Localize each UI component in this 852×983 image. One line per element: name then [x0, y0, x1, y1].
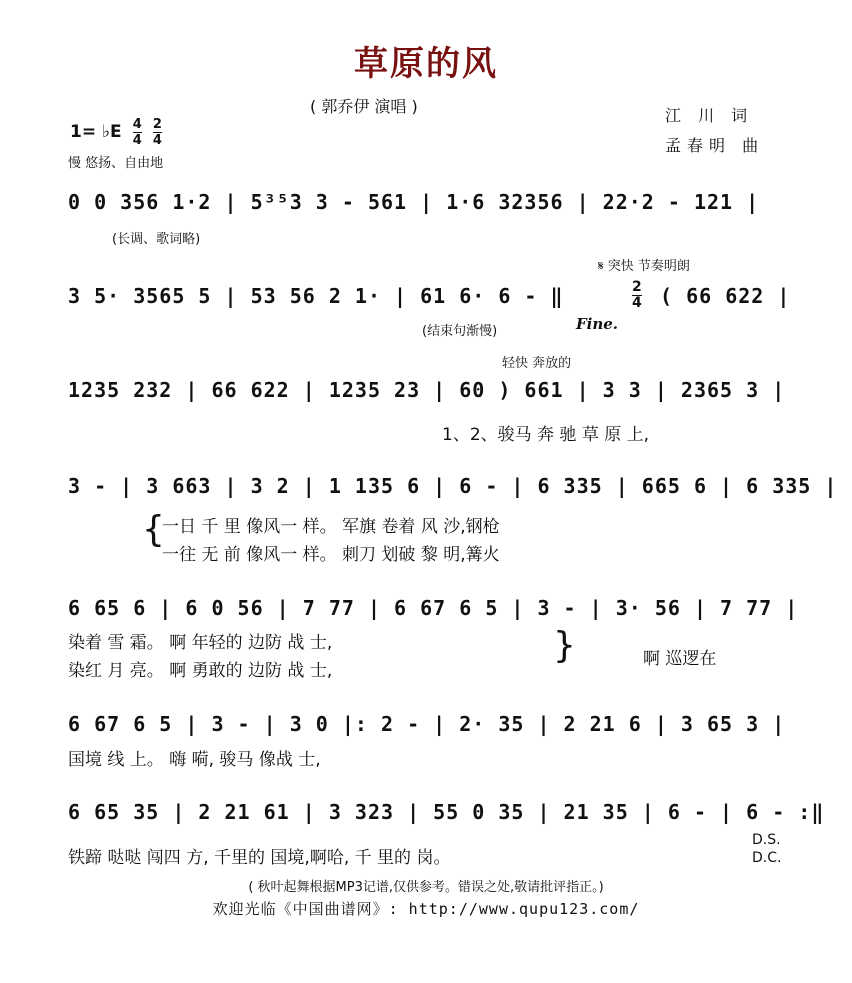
lyrics-row-4-verse-1: 一日 千 里 像风一 样。 军旗 卷着 风 沙,钢枪	[162, 517, 500, 537]
lyrics-row-4-verse-2: 一往 无 前 像风一 样。 刺刀 划破 黎 明,篝火	[162, 545, 500, 565]
performer-credit: ( 郭乔伊 演唱 )	[310, 97, 418, 116]
lyricist-credit: 江 川 词	[665, 106, 754, 125]
song-title: 草原的风	[354, 44, 498, 84]
ds-mark: D.S.	[752, 832, 781, 848]
dc-mark: D.C.	[752, 850, 782, 866]
notation-row-6: 6 67 6 5 | 3 - | 3 0 |: 2 - | 2· 35 | 2 21 6 | 3 65 3 |	[68, 712, 786, 736]
lyrics-row-3: 1、2、骏马 奔 驰 草 原 上,	[442, 425, 650, 445]
fine-mark: Fine.	[576, 315, 619, 333]
notation-row-1: 0 0 356 1·2 | 5³⁵3 3 - 561 | 1·6 32356 | 22·2 - 121 |	[68, 190, 760, 214]
transcription-note: ( 秋叶起舞根据MP3记谱,仅供参考。错误之处,敬请批评指正。)	[248, 880, 604, 895]
annotation-long-tune: (长调、歌词略)	[112, 232, 201, 247]
lyrics-row-6: 国境 线 上。 嗨 嗬, 骏马 像战 士,	[68, 750, 321, 770]
notation-row-2: 3 5· 3565 5 | 53 56 2 1· | 61 6· 6 - ‖	[68, 284, 564, 308]
segno-annotation: 𝄋 突快 节奏明朗	[598, 259, 690, 274]
lyrics-row-5-verse-1: 染着 雪 霜。 啊 年轻的 边防 战 士,	[68, 633, 333, 653]
composer-credit: 孟春明 曲	[665, 136, 765, 155]
tempo-marking: 慢 悠扬、自由地	[68, 156, 164, 171]
site-credit: 欢迎光临《中国曲谱网》: http://www.qupu123.com/	[212, 900, 640, 918]
notation-row-3: 1235 232 | 66 622 | 1235 23 | 60 ) 661 | 3 3 | 2365 3 |	[68, 378, 786, 402]
notation-row-2-intro: ( 66 622 |	[660, 284, 791, 308]
time-signature-2-4: $\frac{2}{4}$	[152, 117, 162, 148]
notation-row-4: 3 - | 3 663 | 3 2 | 1 135 6 | 6 - | 6 335 | 665 6 | 6 335 |	[68, 474, 838, 498]
verse-brace-close: }	[553, 625, 576, 666]
time-signature-change: $\frac{2}{4}$	[632, 279, 642, 311]
notation-row-7: 6 65 35 | 2 21 61 | 3 323 | 55 0 35 | 21 35 | 6 - | 6 - :‖	[68, 800, 825, 824]
key-signature: 1= ♭E $\frac{4}{4} \frac{2}{4}$	[70, 117, 162, 148]
lyrics-row-5-shared: 啊 巡逻在	[643, 649, 717, 669]
verse-brace: {	[142, 509, 165, 550]
lyrics-row-5-verse-2: 染红 月 亮。 啊 勇敢的 边防 战 士,	[68, 661, 333, 681]
time-signature-4-4: $\frac{4}{4}$	[132, 117, 142, 148]
notation-row-5: 6 65 6 | 6 0 56 | 7 77 | 6 67 6 5 | 3 - | 3· 56 | 7 77 |	[68, 596, 799, 620]
annotation-ending-slow: (结束句渐慢)	[422, 324, 498, 339]
lyrics-row-7: 铁蹄 哒哒 闯四 方, 千里的 国境,啊哈, 千 里的 岗。	[68, 848, 451, 868]
tempo-lively: 轻快 奔放的	[502, 356, 572, 371]
